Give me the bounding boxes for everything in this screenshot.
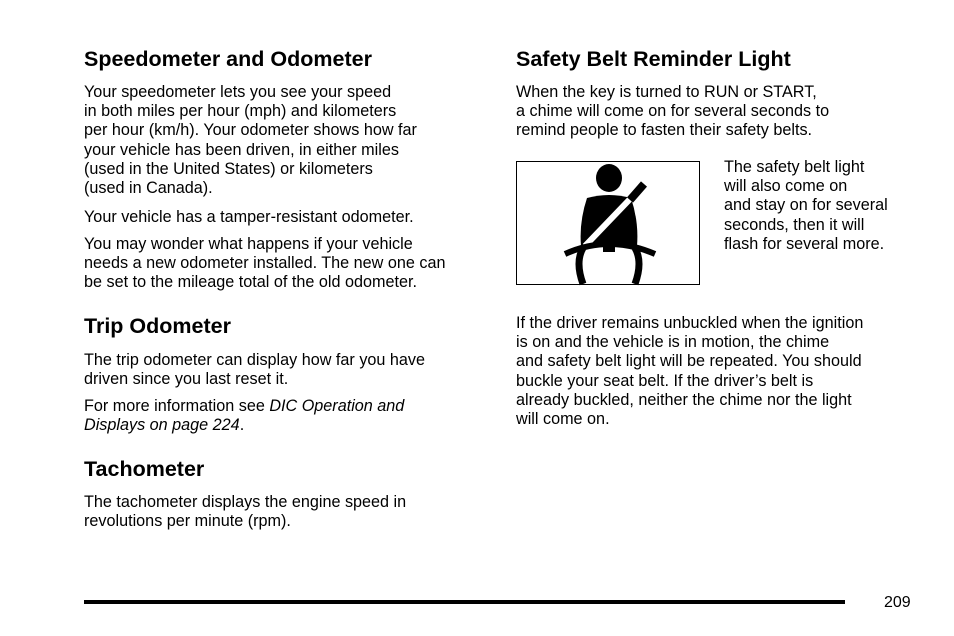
- text-line: and stay on for several: [724, 196, 888, 215]
- footer-rule: [84, 600, 845, 604]
- text-line: seconds, then it will: [724, 215, 865, 234]
- text-line: driven since you last reset it.: [84, 370, 289, 389]
- trip-paragraph-1: [84, 351, 425, 389]
- text-line: be set to the mileage total of the old odometer.: [84, 273, 417, 292]
- text-line: buckle your seat belt. If the driver’s belt is: [516, 371, 814, 390]
- trip-odometer-heading: Trip Odometer: [84, 314, 231, 338]
- speedometer-heading: Speedometer and Odometer: [84, 47, 372, 71]
- text-line: Your speedometer lets you see your speed: [84, 83, 392, 101]
- safety-belt-paragraph-1: [516, 83, 829, 141]
- speedometer-paragraph-3: [84, 235, 445, 293]
- text-line: (used in the United States) or kilometers: [84, 159, 373, 178]
- text-line: When the key is turned to RUN or START,: [516, 83, 817, 101]
- text-line: flash for several more.: [724, 234, 885, 253]
- text-line: needs a new odometer installed. The new one can: [84, 254, 446, 273]
- tachometer-heading: Tachometer: [84, 457, 205, 481]
- text-line: and safety belt light will be repeated. You should: [516, 352, 862, 371]
- text-line: in both miles per hour (mph) and kilometers: [84, 102, 397, 121]
- text-line: per hour (km/h). Your odometer shows how far: [84, 121, 417, 140]
- text-line: will come on.: [516, 410, 610, 429]
- text-line: Your vehicle has a tamper-resistant odometer.: [84, 208, 414, 226]
- text-suffix: .: [239, 416, 245, 435]
- text-line: The trip odometer can display how far you have: [84, 351, 426, 369]
- text-line: You may wonder what happens if your vehicle: [84, 235, 413, 253]
- text-line: [84, 416, 404, 435]
- safety-belt-heading: Safety Belt Reminder Light: [516, 47, 791, 71]
- page-number: 209: [884, 594, 911, 611]
- text-line: is on and the vehicle is in motion, the chime: [516, 333, 830, 352]
- text-line: The tachometer displays the engine speed in: [84, 493, 407, 511]
- seatbelt-reminder-figure: [516, 161, 700, 285]
- text-prefix: For more information see: [84, 397, 270, 415]
- text-line: will also come on: [724, 177, 848, 196]
- cross-reference-link-continued[interactable]: Displays on page 224: [84, 416, 240, 435]
- text-line: The safety belt light: [724, 158, 865, 176]
- speedometer-paragraph-1: [84, 83, 417, 198]
- text-line: already buckled, neither the chime nor the light: [516, 390, 852, 409]
- text-line: (used in Canada).: [84, 179, 213, 198]
- text-line: a chime will come on for several seconds to: [516, 102, 830, 121]
- speedometer-paragraph-2: [84, 208, 414, 227]
- tachometer-paragraph-1: [84, 493, 406, 531]
- figure-caption: [724, 158, 888, 254]
- cross-reference-link[interactable]: DIC Operation and: [269, 397, 405, 415]
- trip-paragraph-2: [84, 397, 404, 435]
- safety-belt-paragraph-2: [516, 314, 863, 429]
- text-line: remind people to fasten their safety belts.: [516, 121, 813, 140]
- text-line: If the driver remains unbuckled when the ignition: [516, 314, 864, 332]
- text-line: your vehicle has been driven, in either miles: [84, 140, 399, 159]
- text-line: revolutions per minute (rpm).: [84, 512, 291, 531]
- seatbelt-icon: [517, 162, 701, 286]
- text-line: [84, 397, 404, 416]
